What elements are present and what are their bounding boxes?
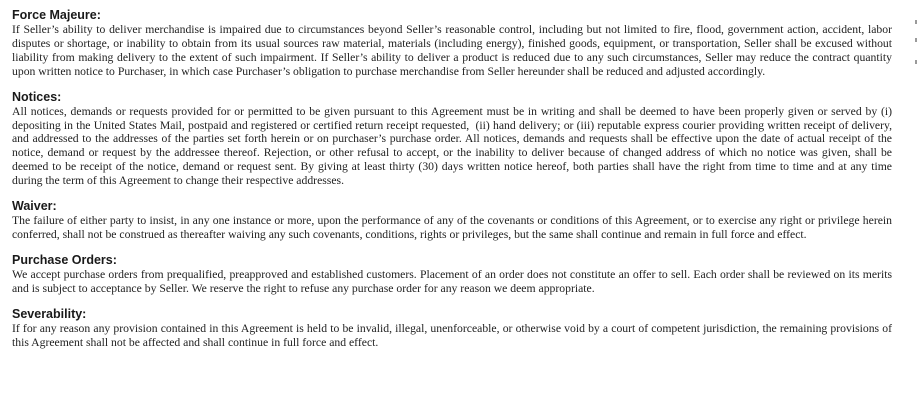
section-body: If for any reason any provision contained in this Agreement is held to be invalid, illegal, unenforceable, or otherwise void by a court of competent jurisdiction, the remaining provisions of this Agreement shall not be affected and shall continue in full force and effect. (12, 321, 895, 349)
section-body: The failure of either party to insist, in any one instance or more, upon the performance of any of the covenants or conditions of this Agreement, or to exercise any right or privilege herein conferred, shall not be construed as thereafter waiving any such covenants, conditions, rights or privileges, but the same shall continue and remain in full force and effect. (12, 214, 895, 241)
section-notices (12, 89, 895, 188)
section-purchase-orders (12, 252, 895, 296)
section-body: All notices, demands or requests provided for or permitted to be given pursuant to this Agreement must be in writing and shall be deemed to have been properly given or served by (i) depositing in the United States Mail, postpaid and registered or certified return receipt requested, (ii) hand delivery; or (iii) reputable express courier providing written receipt of delivery, and addressed to the addresses of the parties set forth herein or on purchaser’s purchase order. All notices, demands and requests shall be effective upon the date of actual receipt of the notice, demand or request by the addressee thereof. Rejection, or other refusal to accept, or the inability to deliver because of changed address of which no notice was given, shall be deemed to be receipt of the notice, demand or request sent. By giving at least thirty (30) days written notice hereof, both parties shall have the right from time to time and at any time during the term of this Agreement to change their respective addresses. (12, 104, 895, 188)
section-waiver (12, 198, 895, 242)
terms-document (12, 7, 895, 360)
section-force-majeure (12, 7, 895, 79)
section-heading: Waiver: (12, 199, 57, 214)
section-severability (12, 306, 895, 350)
section-body: We accept purchase orders from prequalified, preapproved and established customers. Placement of an order does not constitute an offer to sell. Each order shall be reviewed on its merits and is subject to acceptance by Seller. We reserve the right to refuse any purchase order for any reason we deem appropriate. (12, 267, 895, 295)
section-heading: Notices: (12, 89, 62, 104)
section-body: If Seller’s ability to deliver merchandise is impaired due to circumstances beyond Seller’s reasonable control, including but not limited to fire, flood, government action, accident, labor disputes or shortage, or inability to obtain from its usual sources raw material, materials (including energy), finished goods, equipment, or transportation, Seller shall be excused without liability from making delivery to the extent of such impairment. If Seller’s ability to deliver a product is reduced due to any such circumstances, Seller may reduce the contract quantity upon written notice to Purchaser, in which case Purchaser’s obligation to purchase merchandise from Seller hereunder shall be reduced and adjusted accordingly. (12, 23, 895, 78)
section-heading: Severability: (12, 306, 87, 321)
section-heading: Purchase Orders: (12, 252, 117, 267)
section-heading: Force Majeure: (12, 8, 101, 22)
